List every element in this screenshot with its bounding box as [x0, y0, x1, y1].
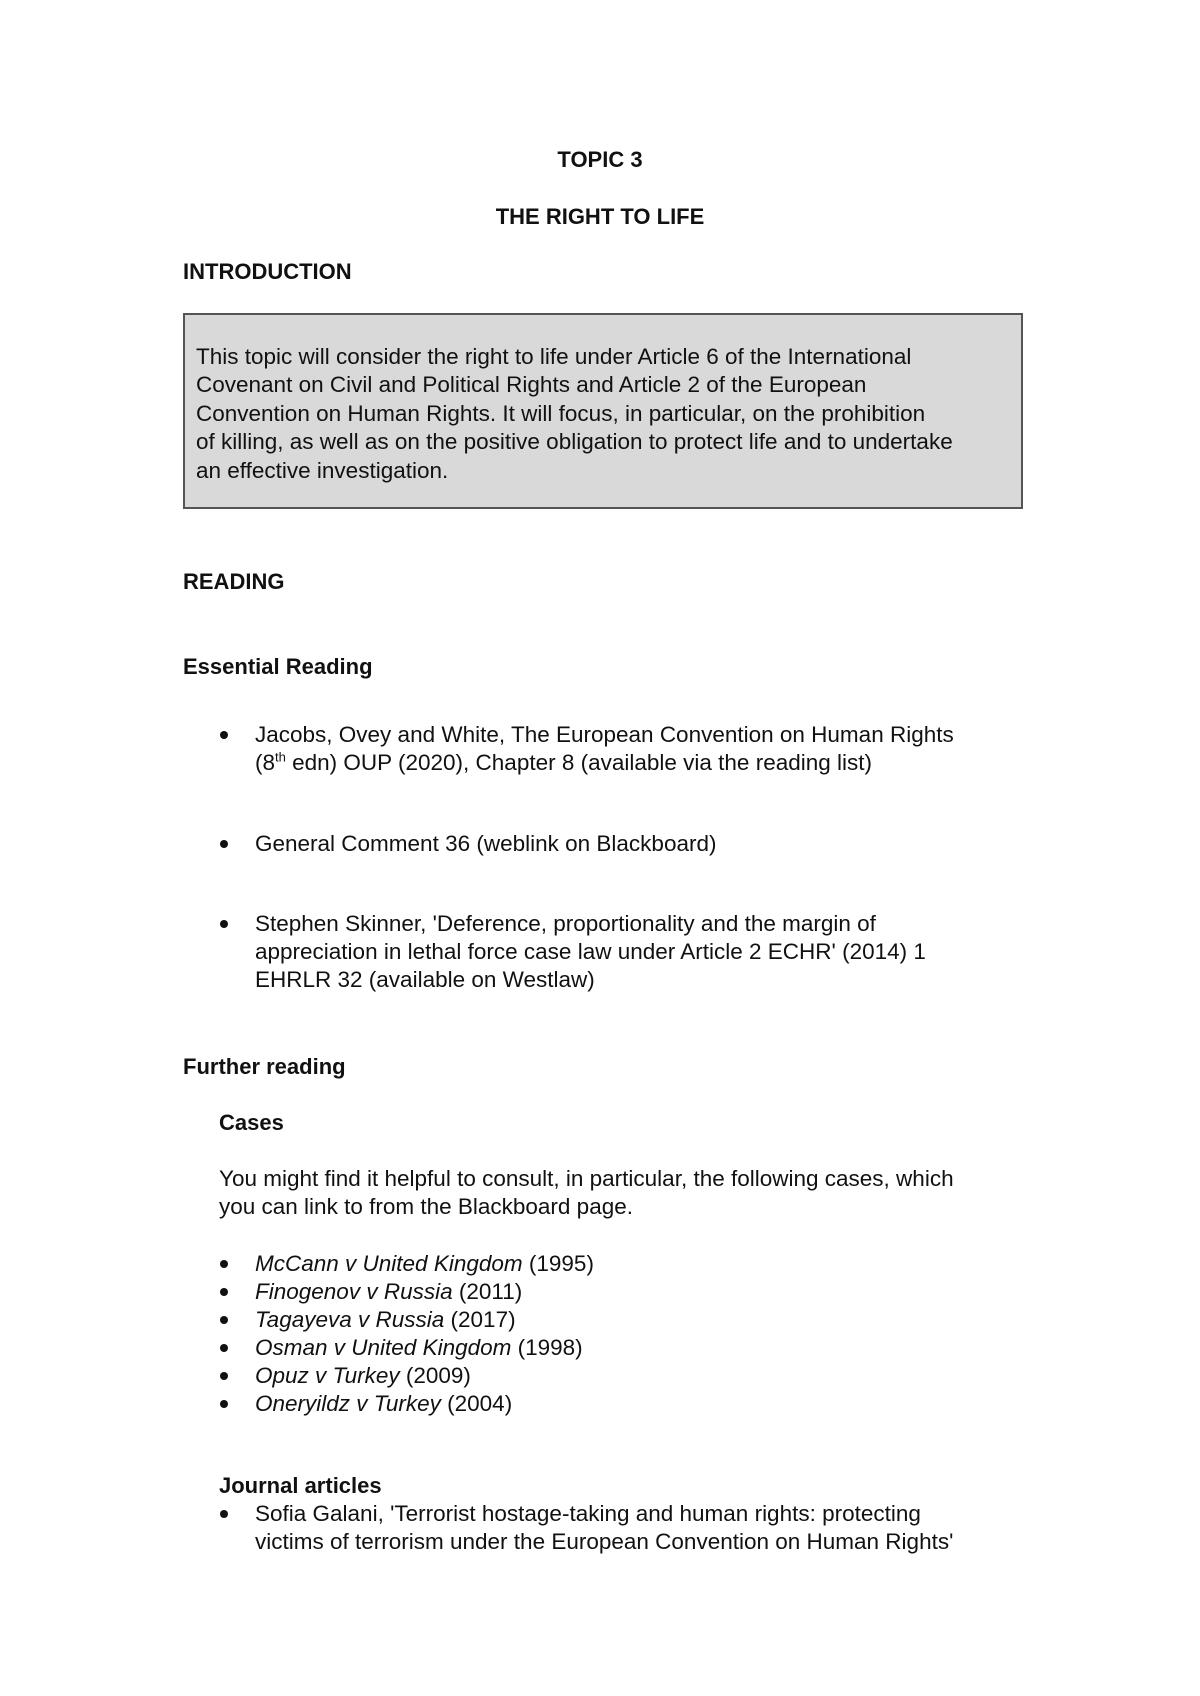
further-reading-heading: Further reading — [183, 1054, 346, 1079]
case-year: (2004) — [440, 1391, 513, 1416]
jacobs-superscript: th — [275, 749, 286, 765]
cases-intro — [219, 1165, 1039, 1221]
bullet-icon — [220, 1260, 228, 1268]
skinner-line-3: EHRLR 32 (available on Westlaw) — [255, 967, 595, 992]
list-item-text — [255, 910, 1035, 994]
jacobs-line-1: Jacobs, Ovey and White, The European Convention on Human Rights — [255, 722, 954, 747]
bullet-icon — [220, 1344, 228, 1352]
case-name: Oneryildz v Turkey — [255, 1391, 441, 1416]
journal-line-2: victims of terrorism under the European Convention on Human Rights' — [255, 1529, 954, 1554]
jacobs-line-2-pre: (8 — [255, 750, 276, 775]
introduction-text: This topic will consider the right to life under Article 6 of the International Covenant on Civil and Political Rights and Article 2 of the European Convention on Human Rights. It will focus, in particular, on the prohibition of killing, as well as on the positive obligation to protect life and to undertake an effective investigation. — [196, 344, 953, 483]
journal-articles-heading: Journal articles — [219, 1473, 382, 1498]
case-year: (1998) — [511, 1335, 583, 1360]
case-entry — [255, 1334, 583, 1362]
bullet-icon — [220, 1510, 228, 1518]
case-name: Tagayeva v Russia — [255, 1307, 445, 1332]
bullet-icon — [220, 1372, 228, 1380]
reading-heading: READING — [183, 569, 285, 594]
bullet-icon — [220, 1316, 228, 1324]
list-item-text: General Comment 36 (weblink on Blackboard) — [255, 831, 717, 856]
case-entry — [255, 1250, 594, 1278]
topic-number: TOPIC 3 — [557, 147, 643, 172]
essential-reading-heading: Essential Reading — [183, 654, 373, 679]
bullet-icon — [220, 840, 228, 848]
case-entry — [255, 1362, 471, 1390]
case-entry — [255, 1278, 522, 1306]
case-name: McCann v United Kingdom — [255, 1251, 523, 1276]
journal-line-1: Sofia Galani, 'Terrorist hostage-taking and human rights: protecting — [255, 1501, 921, 1526]
bullet-icon — [220, 1400, 228, 1408]
introduction-box — [183, 313, 1023, 509]
case-name: Osman v United Kingdom — [255, 1335, 512, 1360]
case-entry — [255, 1306, 516, 1334]
cases-heading: Cases — [219, 1110, 284, 1135]
case-entry — [255, 1390, 512, 1418]
bullet-icon — [220, 731, 228, 739]
case-year: (2017) — [444, 1307, 516, 1332]
page-title: THE RIGHT TO LIFE — [495, 204, 705, 229]
cases-intro-line-2: you can link to from the Blackboard page. — [219, 1194, 633, 1219]
case-year: (1995) — [522, 1251, 594, 1276]
jacobs-line-2 — [255, 749, 1035, 777]
case-year: (2011) — [452, 1279, 523, 1304]
introduction-heading: INTRODUCTION — [183, 259, 352, 284]
list-item-text — [255, 1500, 1035, 1556]
bullet-icon — [220, 1288, 228, 1296]
list-item-text — [255, 721, 1035, 777]
case-name: Finogenov v Russia — [255, 1279, 453, 1304]
bullet-icon — [220, 920, 228, 928]
case-year: (2009) — [399, 1363, 471, 1388]
skinner-line-1: Stephen Skinner, 'Deference, proportionality and the margin of — [255, 911, 876, 936]
jacobs-line-2-post: edn) OUP (2020), Chapter 8 (available via the reading list) — [285, 750, 873, 775]
skinner-line-2: appreciation in lethal force case law under Article 2 ECHR' (2014) 1 — [255, 939, 926, 964]
cases-intro-line-1: You might find it helpful to consult, in particular, the following cases, which — [219, 1166, 954, 1191]
case-name: Opuz v Turkey — [255, 1363, 400, 1388]
